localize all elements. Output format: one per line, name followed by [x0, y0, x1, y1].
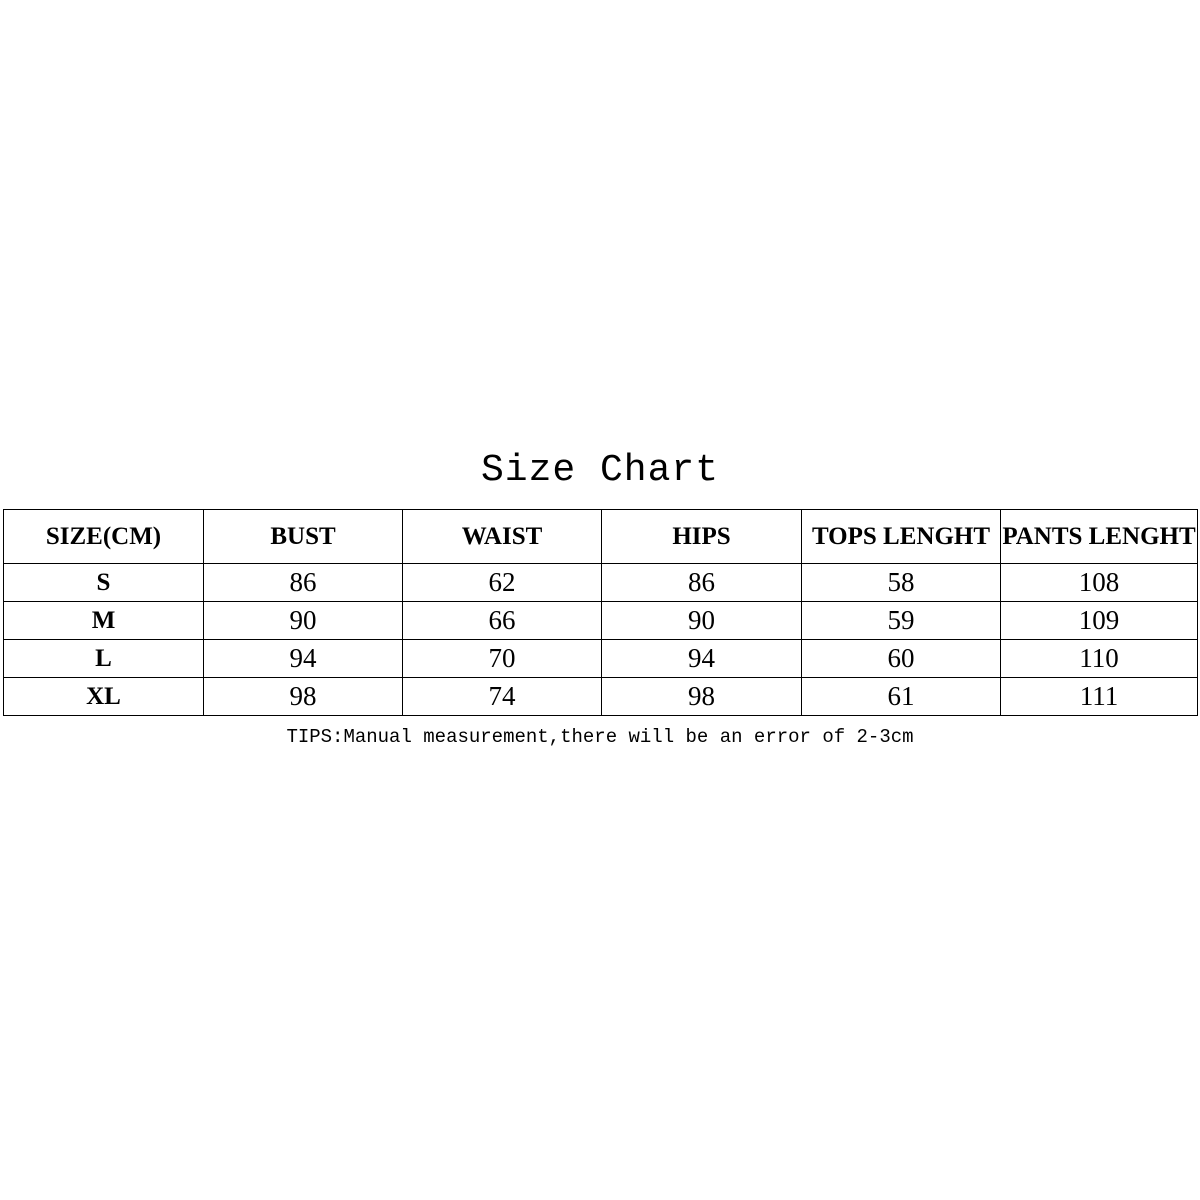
hips-cell: 86 [602, 564, 802, 602]
table-header [4, 510, 1198, 564]
table-row [4, 602, 1198, 640]
tops-length-cell: 61 [802, 678, 1001, 716]
size-cell: XL [4, 678, 204, 716]
header-bust: BUST [204, 510, 403, 564]
header-waist: WAIST [403, 510, 602, 564]
waist-cell: 66 [403, 602, 602, 640]
header-hips: HIPS [602, 510, 802, 564]
tops-length-cell: 59 [802, 602, 1001, 640]
header-row [4, 510, 1198, 564]
tips-note: TIPS:Manual measurement,there will be an error of 2-3cm [286, 726, 914, 748]
hips-cell: 94 [602, 640, 802, 678]
size-cell: S [4, 564, 204, 602]
size-chart-table [3, 509, 1198, 716]
table-row [4, 640, 1198, 678]
bust-cell: 98 [204, 678, 403, 716]
table-row [4, 678, 1198, 716]
size-cell: M [4, 602, 204, 640]
pants-length-cell: 111 [1001, 678, 1198, 716]
pants-length-cell: 109 [1001, 602, 1198, 640]
header-tops-length: TOPS LENGHT [802, 510, 1001, 564]
page-title: Size Chart [480, 449, 720, 492]
tops-length-cell: 60 [802, 640, 1001, 678]
pants-length-cell: 108 [1001, 564, 1198, 602]
pants-length-cell: 110 [1001, 640, 1198, 678]
bust-cell: 86 [204, 564, 403, 602]
header-pants-length: PANTS LENGHT [1001, 510, 1198, 564]
tops-length-cell: 58 [802, 564, 1001, 602]
bust-cell: 94 [204, 640, 403, 678]
waist-cell: 70 [403, 640, 602, 678]
table-body [4, 564, 1198, 716]
bust-cell: 90 [204, 602, 403, 640]
waist-cell: 62 [403, 564, 602, 602]
hips-cell: 90 [602, 602, 802, 640]
size-cell: L [4, 640, 204, 678]
header-size: SIZE(CM) [4, 510, 204, 564]
waist-cell: 74 [403, 678, 602, 716]
hips-cell: 98 [602, 678, 802, 716]
table-row [4, 564, 1198, 602]
